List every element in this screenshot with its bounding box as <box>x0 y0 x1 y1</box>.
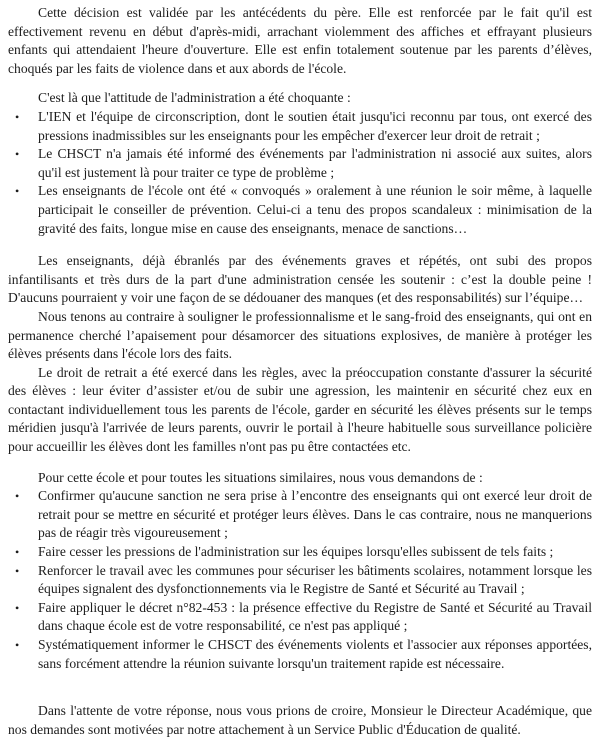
list-item-chsct-non-informe: • Le CHSCT n'a jamais été informé des événements par l'administration ni associé aux suites, alors qu'il est justement là pour traiter ce type de problème ; <box>8 145 592 182</box>
list-item-cesser-pressions: • Faire cesser les pressions de l'administration sur les équipes lorsqu'elles subissent de tels faits ; <box>8 543 592 562</box>
paragraph-droit-de-retrait: Le droit de retrait a été exercé dans les règles, avec la préoccupation constante d'assurer la sécurité des élèves : leur éviter d’assister et/ou de subir une agression, les maintenir en sécurité chez eux en contactant individuellement tous les parents de l'école, garder en sécurité les élèves présents sur le temps méridien jusqu'à l'arrivée de leurs parents, ouvrir le portail à l'heure habituelle sous surveillance policière pour accueillir les élèves dont les familles n'ont pas pu être contactées etc. <box>8 364 592 455</box>
list-item-convocation-reunion: • Les enseignants de l'école ont été « convoqués » oralement à une réunion le soir même, à laquelle participait le conseiller de prévention. Celui-ci a tenu des propos scandaleux : minimisation de la gravité des faits, longue mise en cause des enseignants, menace de sanctions… <box>8 182 592 238</box>
paragraph-intro-demandes: Pour cette école et pour toutes les situations similaires, nous vous demandons de : <box>38 469 483 485</box>
paragraph-decision-validee: Cette décision est validée par les antécédents du père. Elle est renforcée par le fait qu'il est effectivement revenu en début d'après-midi, arrachant violemment des affiches et effrayant plusieurs enfants qui attendaient l'heure d'ouverture. Elle est enfin totalement soutenue par les parents d’élèves, choqués par les faits de violence dans et aux abords de l'école. <box>8 5 592 76</box>
list-item-informer-chsct: • Systématiquement informer le CHSCT des événements violents et l'associer aux réponses apportées, sans forcément attendre la réunion suivante lorsqu'un traitement rapide est nécessaire. <box>8 636 592 673</box>
list-item-securiser-batiments: • Renforcer le travail avec les communes pour sécuriser les bâtiments scolaires, notamment lorsque les équipes signalent des dysfonctionnements via le Registre de Santé et Sécurité au Travail ; <box>8 562 592 599</box>
list-item-ien-pressions: • L'IEN et l'équipe de circonscription, dont le soutien était jusqu'ici reconnu par tous, ont exercé des pressions inadmissibles sur les enseignants pour les empêcher d'exercer leur droit de retrait ; <box>8 108 592 145</box>
paragraph-intro-attitude-administration: C'est là que l'attitude de l'administration a été choquante : <box>38 90 351 106</box>
bullet-list-demandes <box>8 487 592 673</box>
paragraph-professionnalisme: Nous tenons au contraire à souligner le professionnalisme et le sang-froid des enseignants, qui ont en permanence cherché l’apaisement pour désamorcer des situations explosives, de manière à protéger les élèves présents dans l'école lors des faits. <box>8 308 592 362</box>
paragraph-closing-formule: Dans l'attente de votre réponse, nous vous prions de croire, Monsieur le Directeur Académique, que nos demandes sont motivées par notre attachement à un Service Public d'Éducation de qualité. <box>8 703 592 737</box>
list-item-decret-82-453: • Faire appliquer le décret n°82-453 : la présence effective du Registre de Santé et Sécurité au Travail dans chaque école est de votre responsabilité, ce n'est pas appliqué ; <box>8 599 592 636</box>
paragraph-double-peine: Les enseignants, déjà ébranlés par des événements graves et répétés, ont subi des propos infantilisants et très durs de la part d'une administration censée les soutenir : c’est la double peine ! D'aucuns pourraient y voir une façon de se dédouaner des manques (et des responsabilités) sur l’équipe… <box>8 253 592 306</box>
bullet-list-griefs <box>8 108 592 238</box>
list-item-aucune-sanction: • Confirmer qu'aucune sanction ne sera prise à l’encontre des enseignants qui ont exercé leur droit de retrait pour se mettre en sécurité et protéger leurs élèves. Dans le cas contraire, nous ne manquerions pas de réagir très vigoureusement ; <box>8 487 592 543</box>
